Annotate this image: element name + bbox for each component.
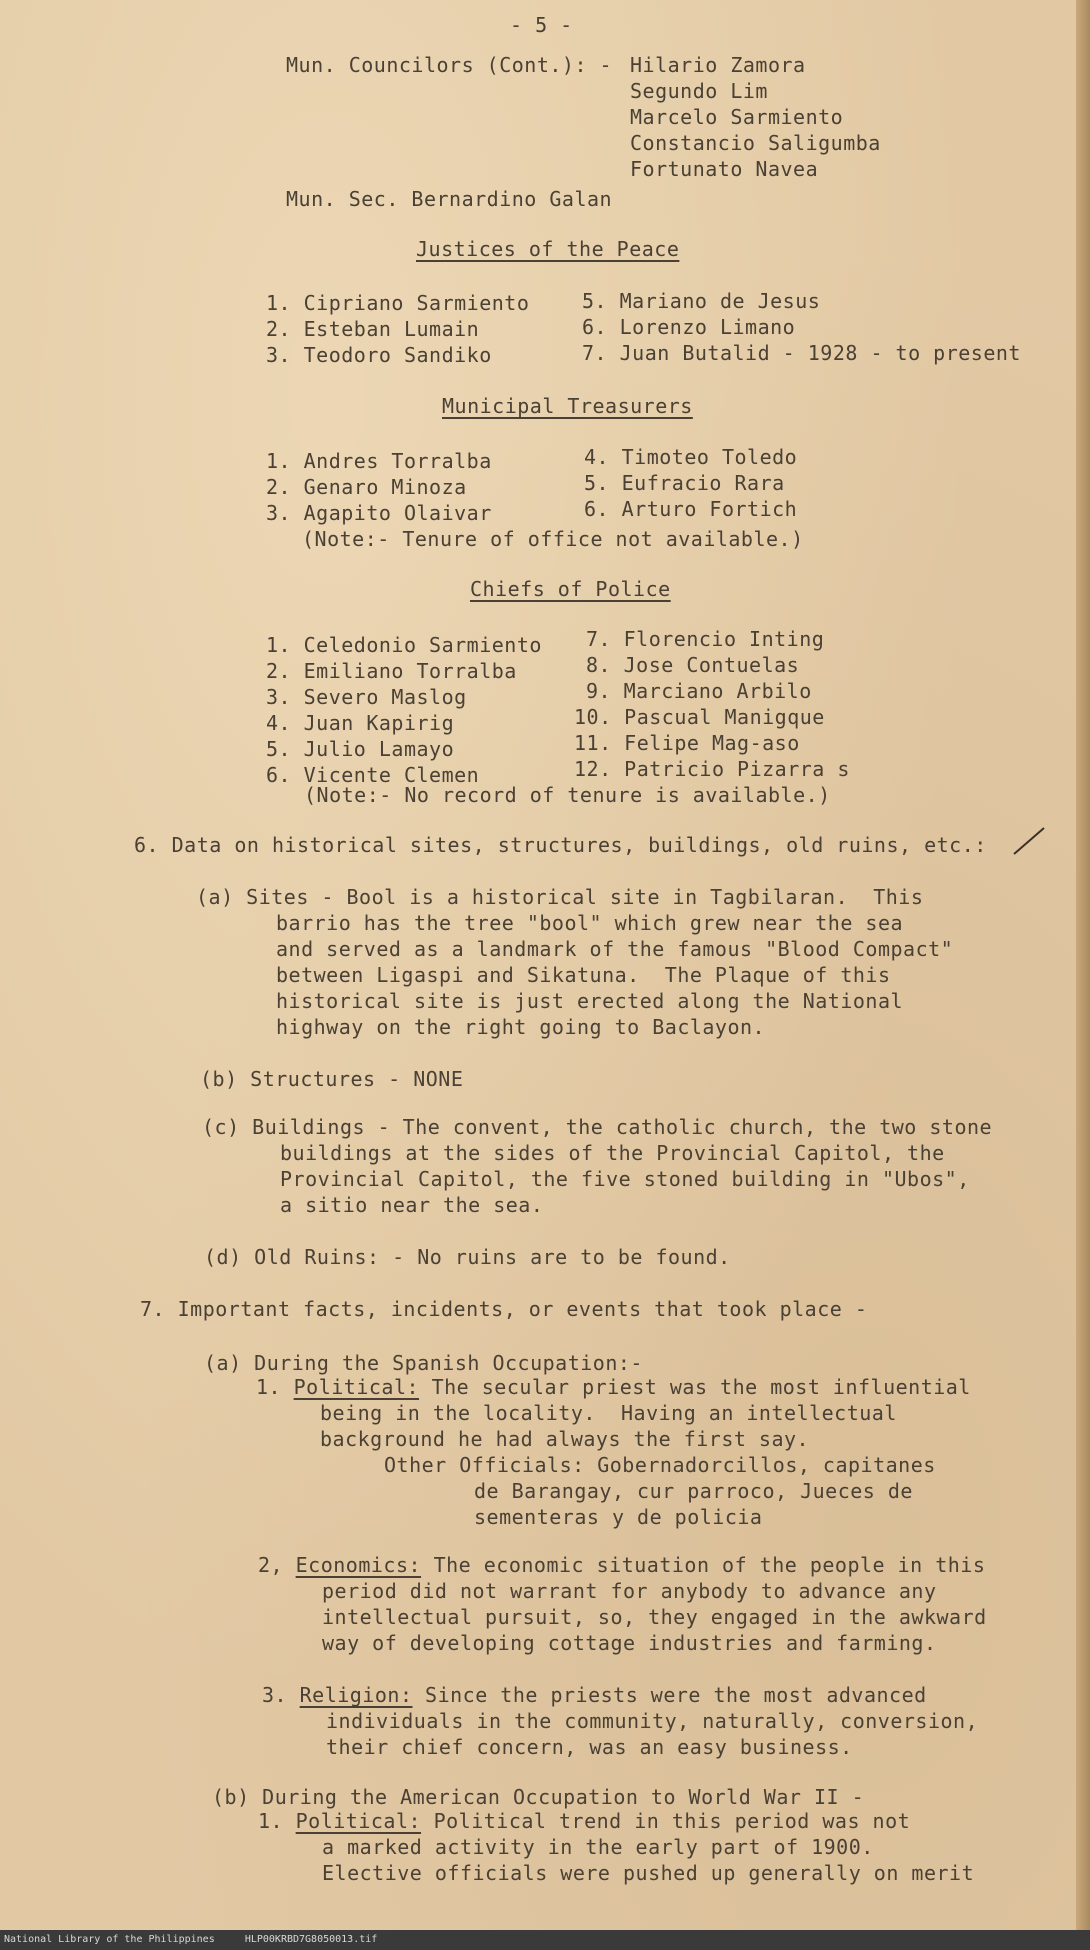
page-number: - 5 - [510, 13, 573, 37]
sites-line: highway on the right going to Baclayon. [276, 1015, 766, 1039]
section7-heading: 7. Important facts, incidents, or events that took place - [140, 1297, 868, 1321]
sites-line: and served as a landmark of the famous "Blood Compact" [276, 937, 954, 961]
police-item: 11. Felipe Mag-aso [574, 731, 800, 755]
political-text: The secular priest was the most influential [419, 1375, 971, 1399]
economics-text: The economic situation of the people in this [421, 1553, 986, 1577]
police-item: 8. Jose Contuelas [586, 653, 800, 677]
religion-line [262, 1682, 927, 1708]
treasurers-heading: Municipal Treasurers [442, 394, 693, 418]
political-line: Other Officials: Gobernadorcillos, capitanes [384, 1453, 936, 1477]
political-line: being in the locality. Having an intellectual [320, 1401, 897, 1425]
check-mark-icon [1012, 824, 1046, 858]
am-political-text: Political trend in this period was not [421, 1809, 911, 1833]
political-line: sementeras y de policia [474, 1505, 763, 1529]
sites-line: (a) Sites - Bool is a historical site in Tagbilaran. This [196, 885, 924, 909]
police-item: 7. Florencio Inting [586, 627, 825, 651]
religion-line: individuals in the community, naturally, conversion, [326, 1709, 979, 1733]
justices-heading: Justices of the Peace [416, 237, 680, 261]
police-note: (Note:- No record of tenure is available.) [304, 783, 831, 807]
political-line: de Barangay, cur parroco, Jueces de [474, 1479, 913, 1503]
justice-item: 3. Teodoro Sandiko [266, 343, 492, 367]
sites-line: historical site is just erected along the National [276, 989, 904, 1013]
police-item: 4. Juan Kapirig [266, 711, 455, 735]
councilor-name: Segundo Lim [630, 79, 768, 103]
economics-num: 2, [258, 1553, 296, 1577]
treasurer-item: 3. Agapito Olaivar [266, 501, 492, 525]
treasurer-item: 5. Eufracio Rara [584, 471, 785, 495]
councilor-name: Hilario Zamora [630, 53, 806, 77]
american-political-line: a marked activity in the early part of 1900. [322, 1835, 874, 1859]
political-num: 1. [256, 1375, 294, 1399]
police-item: 12. Patricio Pizarra s [574, 757, 850, 781]
buildings-line: Provincial Capitol, the five stoned building in "Ubos", [280, 1167, 970, 1191]
economics-line [258, 1552, 985, 1578]
american-political-line [258, 1808, 910, 1834]
economics-line: period did not warrant for anybody to advance any [322, 1579, 937, 1603]
structures-line: (b) Structures - NONE [200, 1067, 464, 1091]
archive-footer: National Library of the Philippines HLP00KRBD7G8050013.tif [0, 1930, 1090, 1950]
buildings-line: buildings at the sides of the Provincial Capitol, the [280, 1141, 945, 1165]
section6-heading: 6. Data on historical sites, structures, buildings, old ruins, etc.: [134, 833, 987, 857]
municipal-secretary: Mun. Sec. Bernardino Galan [286, 187, 613, 211]
police-item: 2. Emiliano Torralba [266, 659, 517, 683]
justice-item: 2. Esteban Lumain [266, 317, 480, 341]
police-item: 5. Julio Lamayo [266, 737, 455, 761]
councilor-name: Fortunato Navea [630, 157, 819, 181]
justice-item: 6. Lorenzo Limano [582, 315, 796, 339]
spanish-heading: (a) During the Spanish Occupation:- [204, 1351, 643, 1375]
page-edge [1076, 0, 1090, 1950]
ruins-line: (d) Old Ruins: - No ruins are to be found. [204, 1245, 731, 1269]
justice-item: 5. Mariano de Jesus [582, 289, 821, 313]
sites-line: between Ligaspi and Sikatuna. The Plaque of this [276, 963, 891, 987]
american-heading: (b) During the American Occupation to World War II - [212, 1785, 865, 1809]
american-political-line: Elective officials were pushed up generally on merit [322, 1861, 975, 1885]
councilor-name: Constancio Saligumba [630, 131, 881, 155]
police-item: 9. Marciano Arbilo [586, 679, 812, 703]
buildings-line: (c) Buildings - The convent, the catholic church, the two stone [202, 1115, 993, 1139]
police-item: 3. Severo Maslog [266, 685, 467, 709]
police-item: 10. Pascual Manigque [574, 705, 825, 729]
justice-item: 7. Juan Butalid - 1928 - to present [582, 341, 1021, 365]
sites-line: barrio has the tree "bool" which grew near the sea [276, 911, 904, 935]
treasurer-item: 2. Genaro Minoza [266, 475, 467, 499]
police-item: 1. Celedonio Sarmiento [266, 633, 542, 657]
am-political-num: 1. [258, 1809, 296, 1833]
religion-line: their chief concern, was an easy business. [326, 1735, 853, 1759]
police-item: 6. Vicente Clemen [266, 763, 480, 787]
political-line [256, 1374, 971, 1400]
economics-line: way of developing cottage industries and farming. [322, 1631, 937, 1655]
councilors-label: Mun. Councilors (Cont.): - [286, 53, 613, 77]
buildings-line: a sitio near the sea. [280, 1193, 544, 1217]
police-heading: Chiefs of Police [470, 577, 671, 601]
economics-line: intellectual pursuit, so, they engaged in the awkward [322, 1605, 987, 1629]
justice-item: 1. Cipriano Sarmiento [266, 291, 530, 315]
religion-label: Religion: [299, 1683, 413, 1707]
treasurers-note: (Note:- Tenure of office not available.) [302, 527, 804, 551]
political-line: background he had always the first say. [320, 1427, 810, 1451]
am-political-label: Political: [295, 1809, 422, 1833]
religion-num: 3. [262, 1683, 300, 1707]
religion-text: Since the priests were the most advanced [412, 1683, 927, 1707]
treasurer-item: 1. Andres Torralba [266, 449, 492, 473]
treasurer-item: 6. Arturo Fortich [584, 497, 798, 521]
councilor-name: Marcelo Sarmiento [630, 105, 844, 129]
economics-label: Economics: [295, 1553, 422, 1577]
political-label: Political: [293, 1375, 420, 1399]
treasurer-item: 4. Timoteo Toledo [584, 445, 798, 469]
